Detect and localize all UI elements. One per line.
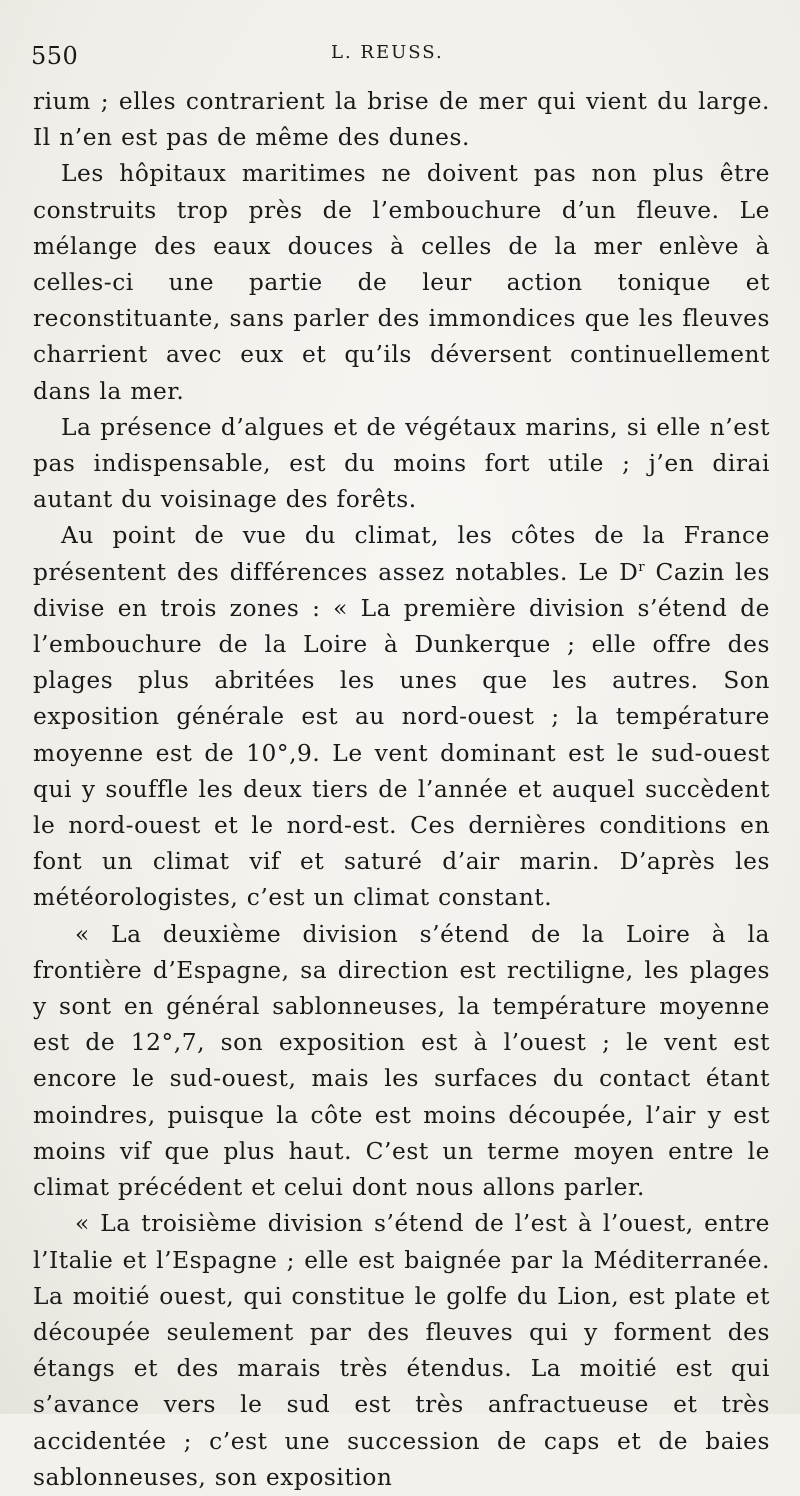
paragraph-climate xyxy=(33,518,770,916)
paragraph-algae: La présence d’algues et de végétaux marins, si elle n’est pas indispensable, est du moins fort utile ; j’en dirai autant du voisinage des forêts. xyxy=(33,413,770,514)
climate-text-before: Au point de vue du climat, les côtes de la France présentent des différences assez notables. Le D xyxy=(33,522,770,586)
running-head: L. REUSS. xyxy=(331,42,444,63)
paragraph-continuation: rium ; elles contrarient la brise de mer qui vient du large. Il n’en est pas de même des dunes. xyxy=(33,88,770,152)
page-number: 550 xyxy=(31,42,79,70)
page-header xyxy=(31,38,770,84)
paragraph-third-division: « La troisième division s’étend de l’est à l’ouest, entre l’Italie et l’Espagne ; elle est baignée par la Méditerranée. La moitié ouest, qui constitue le golfe du Lion, est plate et découpée seulement par des fleuves qui y forment des étangs et des marais très étendus. La moitié est qui s’avance vers le sud est très anfractueuse et très accidentée ; c’est une succession de caps et de baies sablonneuses, son exposition xyxy=(33,1210,770,1491)
body-text xyxy=(33,84,770,1496)
paragraph-second-division: « La deuxième division s’étend de la Loire à la frontière d’Espagne, sa direction est rectiligne, les plages y sont en général sablonneuses, la température moyenne est de 12°,7, son exposition est à l’ouest ; le vent est encore le sud-ouest, mais les surfaces du contact étant moindres, puisque la côte est moins découpée, l’air y est moins vif que plus haut. C’est un terme moyen entre le climat précédent et celui dont nous allons parler. xyxy=(33,920,770,1202)
climate-text-after: Cazin les divise en trois zones : « La première division s’étend de l’embouchure de la Loire à Dunkerque ; elle offre des plages plus abritées les unes que les autres. Son exposition générale est au nord-ouest ; la température moyenne est de 10°,9. Le vent dominant est le sud-ouest qui y souffle les deux tiers de l’année et auquel succèdent le nord-ouest et le nord-est. Ces dernières conditions en font un climat vif et saturé d’air marin. D’après les météorologistes, c’est un climat constant. xyxy=(33,558,770,912)
paragraph-hospitals: Les hôpitaux maritimes ne doivent pas non plus être construits trop près de l’embouchure d’un fleuve. Le mélange des eaux douces à celles de la mer enlève à celles-ci une partie de leur action tonique et reconstituante, sans parler des immondices que les fleuves charrient avec eux et qu’ils déversent continuellement dans la mer. xyxy=(33,160,770,405)
doctor-abbrev-superscript: r xyxy=(638,559,646,575)
